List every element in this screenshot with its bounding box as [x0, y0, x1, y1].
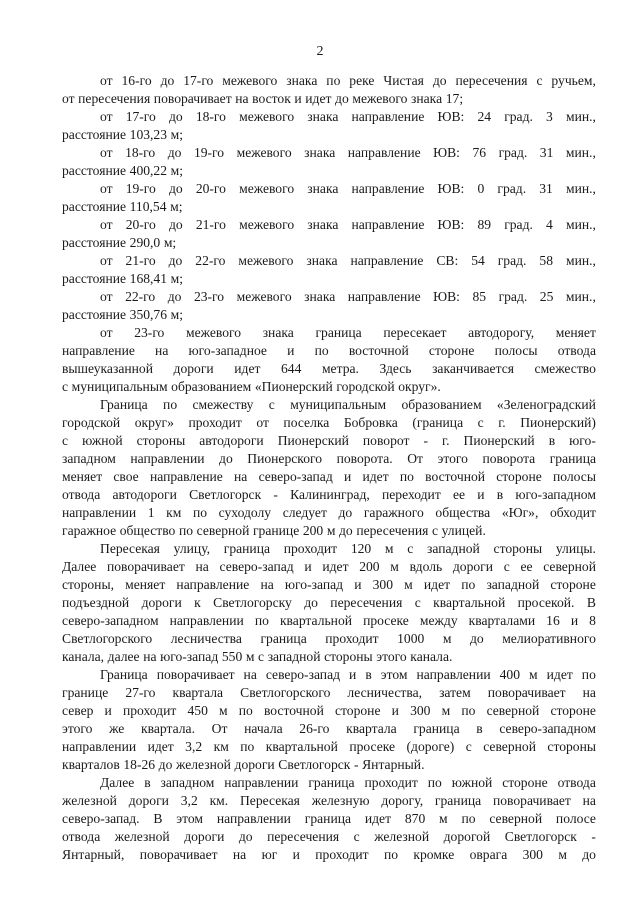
- text-line: расстояние 110,54 м;: [62, 199, 183, 214]
- text-line: Далее в западном направлении граница проходит по южной стороне отвода: [100, 775, 596, 790]
- text-line: расстояние 350,76 м;: [62, 307, 184, 322]
- text-line: от 23-го межевого знака граница пересекает автодорогу, меняет: [100, 325, 596, 340]
- text-line: гаражное общество по северной границе 200 м до пересечения с улицей.: [62, 523, 486, 538]
- text-line: западном направлении до Пионерского поворота. От этого поворота граница: [62, 451, 596, 466]
- text-line: подъездной дороги к Светлогорску до пересечения с квартальной просекой. В: [62, 595, 596, 610]
- text-line: северо-западном направлении по квартальной просеке между кварталами 16 и 8: [62, 613, 596, 628]
- page-number: 2: [316, 44, 324, 59]
- text-line: от 22-го до 23-го межевого знака направление ЮВ: 85 град. 25 мин.,: [100, 289, 596, 304]
- text-line: кварталов 18-26 до железной дороги Светлогорск - Янтарный.: [62, 757, 425, 772]
- text-line: Граница по смежеству с муниципальным образованием «Зеленоградский: [100, 397, 596, 412]
- text-line: от 19-го до 20-го межевого знака направление ЮВ: 0 град. 31 мин.,: [100, 181, 596, 196]
- text-line: этого же квартала. От начала 26-го квартала граница в северо-западном: [62, 721, 596, 736]
- text-line: расстояние 290,0 м;: [62, 235, 177, 250]
- text-line: от 16-го до 17-го межевого знака по реке Чистая до пересечения с ручьем,: [100, 73, 596, 88]
- text-line: границе 27-го квартала Светлогорского лесничества, затем поворачивает на: [62, 685, 596, 700]
- text-line: север и проходит 450 м по восточной стороне и 300 м по северной стороне: [62, 703, 596, 718]
- text-line: Янтарный, поворачивает на юг и проходит по кромке оврага 300 м до: [62, 847, 596, 862]
- text-line: от 21-го до 22-го межевого знака направление СВ: 54 град. 58 мин.,: [100, 253, 596, 268]
- text-line: северо-запад. В этом направлении граница идет 870 м по северной полосе: [62, 811, 596, 826]
- text-line: с южной стороны автодороги Пионерский поворот - г. Пионерский в юго-: [62, 433, 596, 448]
- text-line: Далее поворачивает на северо-запад и идет 200 м вдоль дороги с ее северной: [62, 559, 596, 574]
- text-line: отвода железной дороги до пересечения с железной дорогой Светлогорск -: [62, 829, 596, 844]
- text-line: Пересекая улицу, граница проходит 120 м с западной стороны улицы.: [100, 541, 596, 556]
- document-body: [62, 72, 596, 864]
- text-line: от 20-го до 21-го межевого знака направление ЮВ: 89 град. 4 мин.,: [100, 217, 596, 232]
- text-line: расстояние 103,23 м;: [62, 127, 184, 142]
- text-line: канала, далее на юго-запад 550 м с западной стороны этого канала.: [62, 649, 453, 664]
- text-line: меняет свое направление на северо-запад и идет по восточной стороне полосы: [62, 469, 596, 484]
- text-line: направлении идет 3,2 км по квартальной просеке (дороге) с северной стороны: [62, 739, 596, 754]
- text-line: Граница поворачивает на северо-запад и в этом направлении 400 м идет по: [100, 667, 596, 682]
- text-line: с муниципальным образованием «Пионерский городской округ».: [62, 379, 441, 394]
- text-line: направление на юго-западное и по восточной стороне полосы отвода: [62, 343, 596, 358]
- text-line: расстояние 400,22 м;: [62, 163, 184, 178]
- text-line: направлении 1 км по суходолу следует до гаражного общества «Юг», обходит: [62, 505, 596, 520]
- text-line: Светлогорского лесничества граница проходит 1000 м до мелиоративного: [62, 631, 596, 646]
- text-line: городской округ» проходит от поселка Бобровка (граница с г. Пионерский): [62, 415, 596, 430]
- text-line: отвода автодороги Светлогорск - Калининград, переходит ее и в юго-западном: [62, 487, 596, 502]
- text-line: расстояние 168,41 м;: [62, 271, 184, 286]
- text-line: стороны, меняет направление на юго-запад и 300 м идет по западной стороне: [62, 577, 596, 592]
- text-line: вышеуказанной дороги идет 644 метра. Здесь заканчивается смежество: [62, 361, 596, 376]
- text-line: железной дороги 3,2 км. Пересекая железную дорогу, граница поворачивает на: [62, 793, 596, 808]
- text-line: от пересечения поворачивает на восток и идет до межевого знака 17;: [62, 91, 464, 106]
- text-line: от 17-го до 18-го межевого знака направление ЮВ: 24 град. 3 мин.,: [100, 109, 596, 124]
- text-line: от 18-го до 19-го межевого знака направление ЮВ: 76 град. 31 мин.,: [100, 145, 596, 160]
